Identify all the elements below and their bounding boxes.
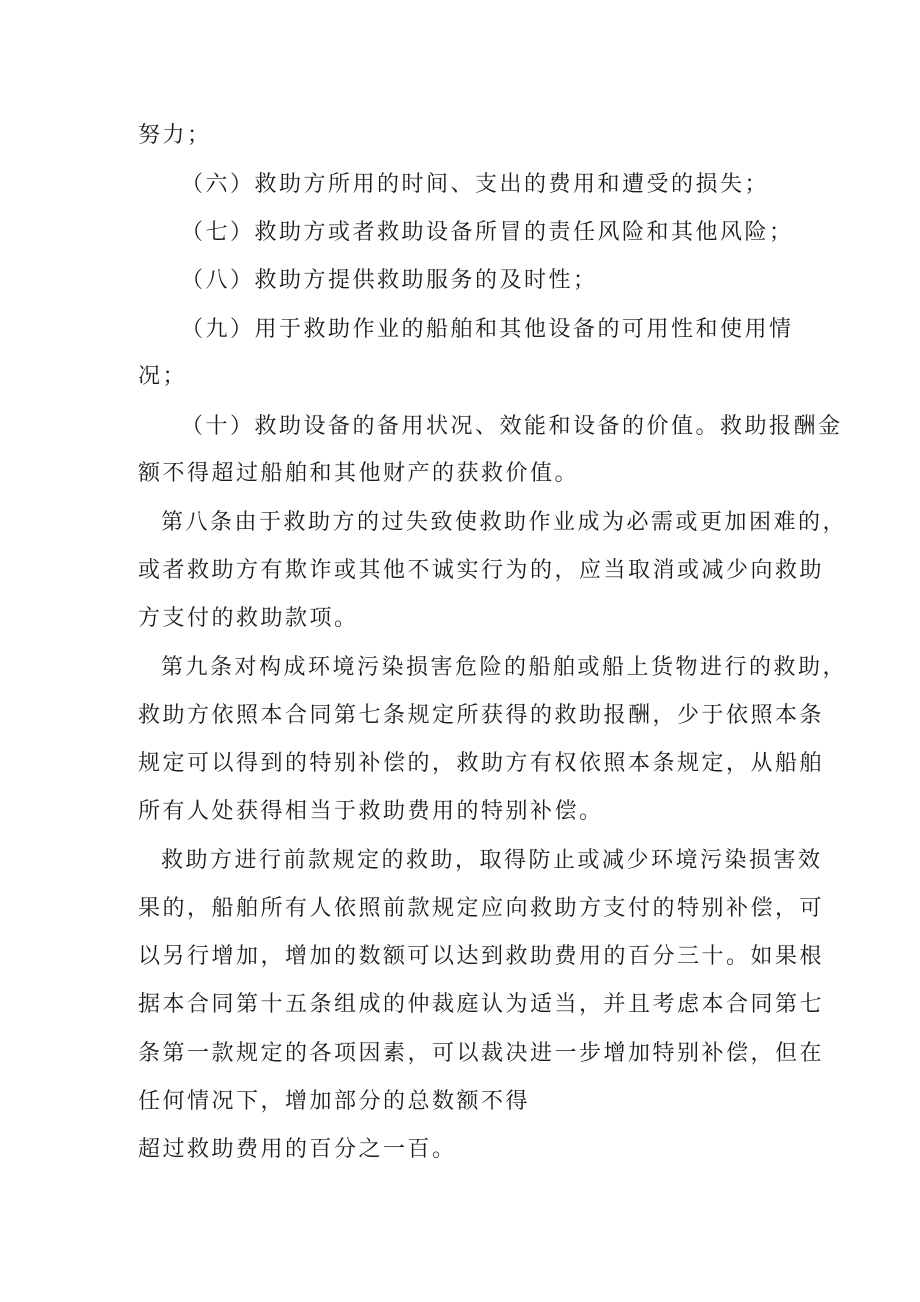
text-line-20: 条第一款规定的各项因素，可以裁决进一步增加特别补偿，但在 [138, 1041, 825, 1066]
text-line-1: 努力； [138, 123, 212, 148]
text-line-19: 据本合同第十五条组成的仲裁庭认为适当，并且考虑本合同第七 [138, 992, 825, 1017]
text-line-21: 任何情况下，增加部分的总数额不得 [138, 1089, 531, 1114]
text-line-16: 救助方进行前款规定的救助，取得防止或减少环境污染损害效 [161, 848, 823, 873]
text-line-9: 第八条由于救助方的过失致使救助作业成为必需或更加困难的， [161, 510, 848, 535]
text-line-8: 额不得超过船舶和其他财产的获救价值。 [138, 461, 580, 486]
text-line-15: 所有人处获得相当于救助费用的特别补偿。 [138, 799, 604, 824]
text-line-17: 果的，船舶所有人依照前款规定应向救助方支付的特别补偿，可 [138, 896, 825, 921]
text-line-2: （六）救助方所用的时间、支出的费用和遭受的损失； [181, 172, 770, 197]
text-line-6: 况； [138, 364, 188, 389]
text-line-14: 规定可以得到的特别补偿的，救助方有权依照本条规定，从船舶 [138, 751, 825, 776]
text-line-13: 救助方依照本合同第七条规定所获得的救助报酬，少于依照本条 [138, 703, 825, 728]
text-line-12: 第九条对构成环境污染损害危险的船舶或船上货物进行的救助， [161, 655, 848, 680]
text-line-11: 方支付的救助款项。 [138, 606, 359, 631]
text-line-7: （十）救助设备的备用状况、效能和设备的价值。救助报酬金 [181, 414, 843, 439]
text-line-3: （七）救助方或者救助设备所冒的责任风险和其他风险； [181, 220, 794, 245]
text-line-22: 超过救助费用的百分之一百。 [138, 1137, 457, 1162]
text-line-18: 以另行增加，增加的数额可以达到救助费用的百分三十。如果根 [138, 944, 825, 969]
text-line-4: （八）救助方提供救助服务的及时性； [181, 268, 598, 293]
text-line-5: （九）用于救助作业的船舶和其他设备的可用性和使用情 [181, 317, 794, 342]
text-line-10: 或者救助方有欺诈或其他不诚实行为的，应当取消或减少向救助 [138, 558, 825, 583]
